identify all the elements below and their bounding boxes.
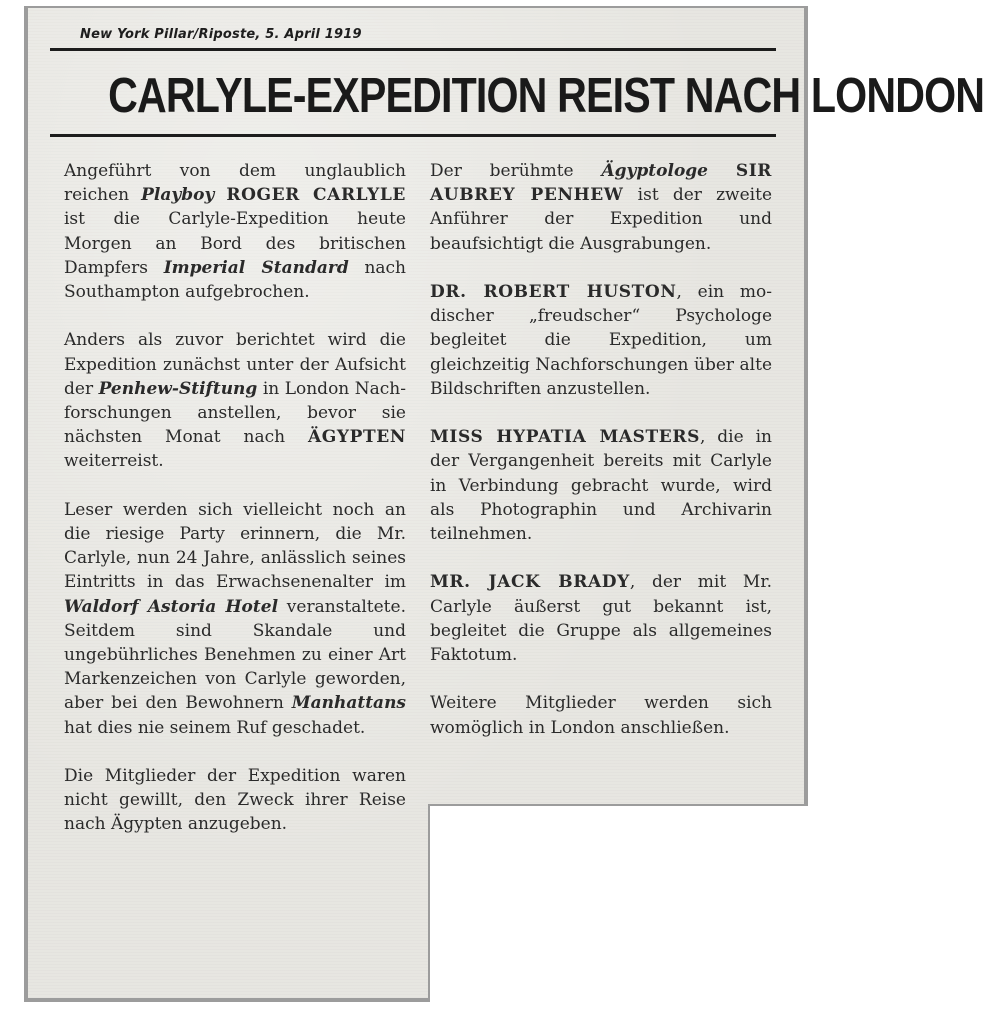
ship-name: Imperial Standard <box>163 257 349 278</box>
name-caps: MR. JACK BRADY <box>430 572 630 593</box>
name-caps: MISS HYPATIA MASTERS <box>430 427 700 448</box>
paragraph <box>430 280 772 401</box>
headline: CARLYLE-EXPEDITION REIST NACH LONDON <box>108 69 984 123</box>
hotel-name: Waldorf Astoria Hotel <box>64 596 279 617</box>
text <box>708 161 736 181</box>
paragraph: Weitere Mitglieder werden sich womöglich in London anschließen. <box>430 693 772 738</box>
text: Leser werden sich vielleicht noch an die riesige Party erinnern, die Mr. Carlyle, nun 24 Jahre, anlässlich seines Eintritts in das Erwachsenenalter im <box>64 499 406 593</box>
place-caps: ÄGYPTEN <box>308 427 406 448</box>
text: Angeführt von dem unglaublich reichen <box>64 161 406 206</box>
text: , ein modischer „freudscher“ Psychologe begleitet die Expedition, um gleichzeitig Nachforschungen über alte Bildschriften anzustellen. <box>430 282 772 399</box>
text-italic: Playboy <box>141 185 215 206</box>
text: weiterreist. <box>64 451 164 472</box>
article-column-left <box>64 159 406 837</box>
text-italic: Ägyptologe <box>601 161 708 181</box>
paragraph: Die Mitglieder der Expedition waren nicht gewillt, den Zweck ihrer Reise nach Ägypten anzugeben. <box>64 766 406 835</box>
text: Der berühmte <box>430 161 602 181</box>
name-caps: DR. ROBERT HUSTON <box>430 282 677 302</box>
text-italic: Manhattans <box>291 693 406 714</box>
headline-rule <box>50 134 776 137</box>
paragraph <box>64 328 406 473</box>
paragraph <box>64 498 406 740</box>
text <box>214 185 226 205</box>
text: , der mit Mr. Carlyle äußerst gut bekannt ist, begleitet die Gruppe als allgemeines Faktotum. <box>430 572 772 666</box>
text-italic: Penhew-Stiftung <box>98 378 258 399</box>
name-caps: SIR AUBREY PENHEW <box>430 161 772 206</box>
paragraph <box>430 570 772 667</box>
text: ist der zweite Anführer der Expedition und beaufsichtigt die Ausgrabungen. <box>430 185 773 254</box>
text: veranstaltete. Seitdem sind Skandale und ungebührliches Benehmen zu einer Art Markenzeichen von Carlyle geworden, aber bei den Bewohnern <box>64 596 406 714</box>
paragraph <box>64 159 406 304</box>
text: hat dies nie seinem Ruf geschadet. <box>64 717 366 738</box>
name-caps: ROGER CARLYLE <box>226 185 406 206</box>
paragraph <box>430 425 772 546</box>
text: in London Nachforschungen anstellen, bevor sie nächsten Monat nach <box>64 378 406 448</box>
text: nach Southampton aufgebrochen. <box>64 257 407 303</box>
top-rule <box>50 48 776 51</box>
article-column-right <box>430 159 772 740</box>
text: ist die Carlyle-Expedition heute Morgen an Bord des britischen Dampfers <box>64 209 406 278</box>
dateline: New York Pillar/Riposte, 5. April 1919 <box>80 27 362 42</box>
paragraph <box>430 159 772 256</box>
text: , die in der Vergangenheit bereits mit Carlyle in Verbindung gebracht wurde, wird als Photographin und Archivarin teilnehmen. <box>430 427 772 545</box>
text: Anders als zuvor berichtet wird die Expedition zunächst unter der Aufsicht der <box>64 330 406 399</box>
